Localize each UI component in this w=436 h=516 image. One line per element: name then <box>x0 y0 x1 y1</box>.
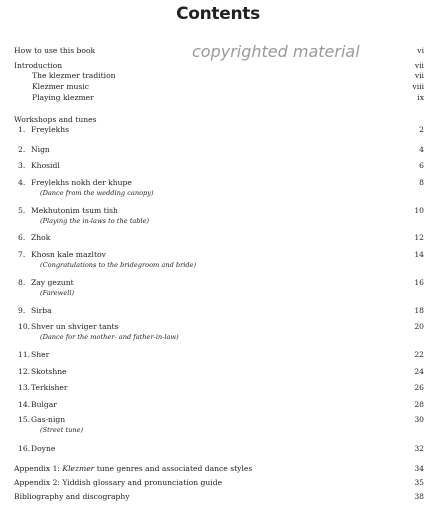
tune-number: 10. <box>18 322 31 331</box>
toc-entry-page: 22 <box>414 350 424 359</box>
tune-number: 12. <box>18 367 31 376</box>
tune-number: 1. <box>18 125 26 134</box>
section-heading-workshops <box>14 115 424 125</box>
page-title: Contents <box>176 4 260 24</box>
tune-subtitle: (Dance for the mother- and father-in-law) <box>40 333 179 341</box>
toc-entry-page: viii <box>412 82 424 91</box>
toc-entry-label: Bibliography and discography <box>14 492 130 501</box>
toc-entry-appendix-2[interactable] <box>14 478 424 488</box>
toc-entry-page: 30 <box>414 415 424 424</box>
toc-entry-tune[interactable] <box>14 383 424 393</box>
toc-entry-label: Khosidl <box>31 161 60 170</box>
toc-entry-tune[interactable] <box>14 250 424 260</box>
tune-number: 11. <box>18 350 31 359</box>
toc-entry-page: 16 <box>414 278 424 287</box>
tune-number: 14. <box>18 400 31 409</box>
toc-entry-label-prefix: Appendix 1: <box>14 464 63 473</box>
toc-entry-page: 14 <box>414 250 424 259</box>
toc-subentry-playing-klezmer[interactable] <box>32 93 424 103</box>
toc-entry-tune[interactable] <box>14 322 424 332</box>
toc-entry-label: How to use this book <box>14 46 96 55</box>
toc-entry-page: 8 <box>419 178 424 187</box>
toc-entry-label: The klezmer tradition <box>32 71 116 80</box>
toc-entry-tune[interactable] <box>14 233 424 243</box>
toc-entry-page: 26 <box>414 383 424 392</box>
toc-entry-tune[interactable] <box>14 178 424 188</box>
toc-entry-label: Skotshne <box>31 367 67 376</box>
tune-subtitle: (Farewell) <box>40 289 75 297</box>
toc-entry-label: Nign <box>31 145 50 154</box>
toc-entry-bibliography[interactable] <box>14 492 424 502</box>
toc-entry-page: 4 <box>419 145 424 154</box>
toc-entry-page: vi <box>417 46 424 55</box>
toc-entry-label: Mekhutonim tsum tish <box>31 206 118 215</box>
toc-entry-page: 2 <box>419 125 424 134</box>
toc-entry-label-italic: Klezmer <box>62 464 95 473</box>
toc-entry-tune[interactable] <box>14 306 424 316</box>
toc-entry-page: 20 <box>414 322 424 331</box>
toc-entry-label: Terkisher <box>31 383 68 392</box>
toc-entry-tune[interactable] <box>14 400 424 410</box>
tune-number: 4. <box>18 178 26 187</box>
tune-subtitle: (Playing the in-laws to the table) <box>40 217 150 225</box>
toc-entry-label-rest: tune genres and associated dance styles <box>94 464 253 473</box>
toc-entry-label: Zhok <box>31 233 51 242</box>
tune-subtitle: (Street tune) <box>40 426 84 434</box>
tune-subtitle: (Dance from the wedding canopy) <box>40 189 154 197</box>
toc-entry-how-to-use[interactable] <box>14 46 424 56</box>
toc-entry-tune[interactable] <box>14 206 424 216</box>
tune-number: 5. <box>18 206 26 215</box>
toc-entry-page: 18 <box>414 306 424 315</box>
toc-entry-page: vii <box>414 71 424 80</box>
toc-entry-label: Klezmer music <box>32 82 90 91</box>
tune-number: 3. <box>18 161 26 170</box>
toc-entry-page: vii <box>414 61 424 70</box>
toc-entry-tune[interactable] <box>14 161 424 171</box>
toc-entry-tune[interactable] <box>14 444 424 454</box>
tune-number: 9. <box>18 306 26 315</box>
tune-number: 2. <box>18 145 26 154</box>
toc-entry-label: Appendix 2: Yiddish glossary and pronunciation guide <box>14 478 223 487</box>
toc-entry-tune[interactable] <box>14 415 424 425</box>
toc-entry-page: 10 <box>414 206 424 215</box>
toc-entry-label: Bulgar <box>31 400 57 409</box>
toc-entry-tune[interactable] <box>14 278 424 288</box>
toc-entry-tune[interactable] <box>14 367 424 377</box>
tune-number: 16. <box>18 444 31 453</box>
toc-entry-label: Playing klezmer <box>32 93 94 102</box>
toc-entry-page: 12 <box>414 233 424 242</box>
toc-entry-page: 34 <box>414 464 424 473</box>
toc-entry-page: 28 <box>414 400 424 409</box>
toc-entry-introduction[interactable] <box>14 61 424 71</box>
toc-entry-tune[interactable] <box>14 125 424 135</box>
toc-subentry-klezmer-tradition[interactable] <box>32 71 424 81</box>
toc-entry-page: ix <box>417 93 424 102</box>
tune-subtitle: (Congratulations to the bridegroom and bride) <box>40 261 197 269</box>
watermark: copyrighted material <box>192 42 360 61</box>
toc-entry-appendix-1[interactable] <box>14 464 424 474</box>
toc-subentry-klezmer-music[interactable] <box>32 82 424 92</box>
toc-entry-tune[interactable] <box>14 350 424 360</box>
toc-entry-label: Freylekhs nokh der khupe <box>31 178 132 187</box>
toc-entry-tune[interactable] <box>14 145 424 155</box>
toc-entry-page: 32 <box>414 444 424 453</box>
tune-number: 13. <box>18 383 31 392</box>
toc-entry-label: Zay gezunt <box>31 278 74 287</box>
toc-entry-page: 35 <box>414 478 424 487</box>
tune-number: 6. <box>18 233 26 242</box>
toc-entry-label: Gas-nign <box>31 415 66 424</box>
section-heading-label: Workshops and tunes <box>14 115 97 124</box>
tune-number: 8. <box>18 278 26 287</box>
tune-number: 7. <box>18 250 26 259</box>
toc-entry-page: 38 <box>414 492 424 501</box>
toc-entry-page: 24 <box>414 367 424 376</box>
toc-entry-label: Introduction <box>14 61 63 70</box>
toc-entry-label: Doyne <box>31 444 56 453</box>
toc-entry-label: Khosn kale mazltov <box>31 250 106 259</box>
toc-entry-label: Sirba <box>31 306 52 315</box>
toc-entry-page: 6 <box>419 161 424 170</box>
toc-entry-label: Freylekhs <box>31 125 69 134</box>
tune-number: 15. <box>18 415 31 424</box>
toc-entry-label: Shver un shviger tants <box>31 322 119 331</box>
toc-entry-label: Sher <box>31 350 50 359</box>
